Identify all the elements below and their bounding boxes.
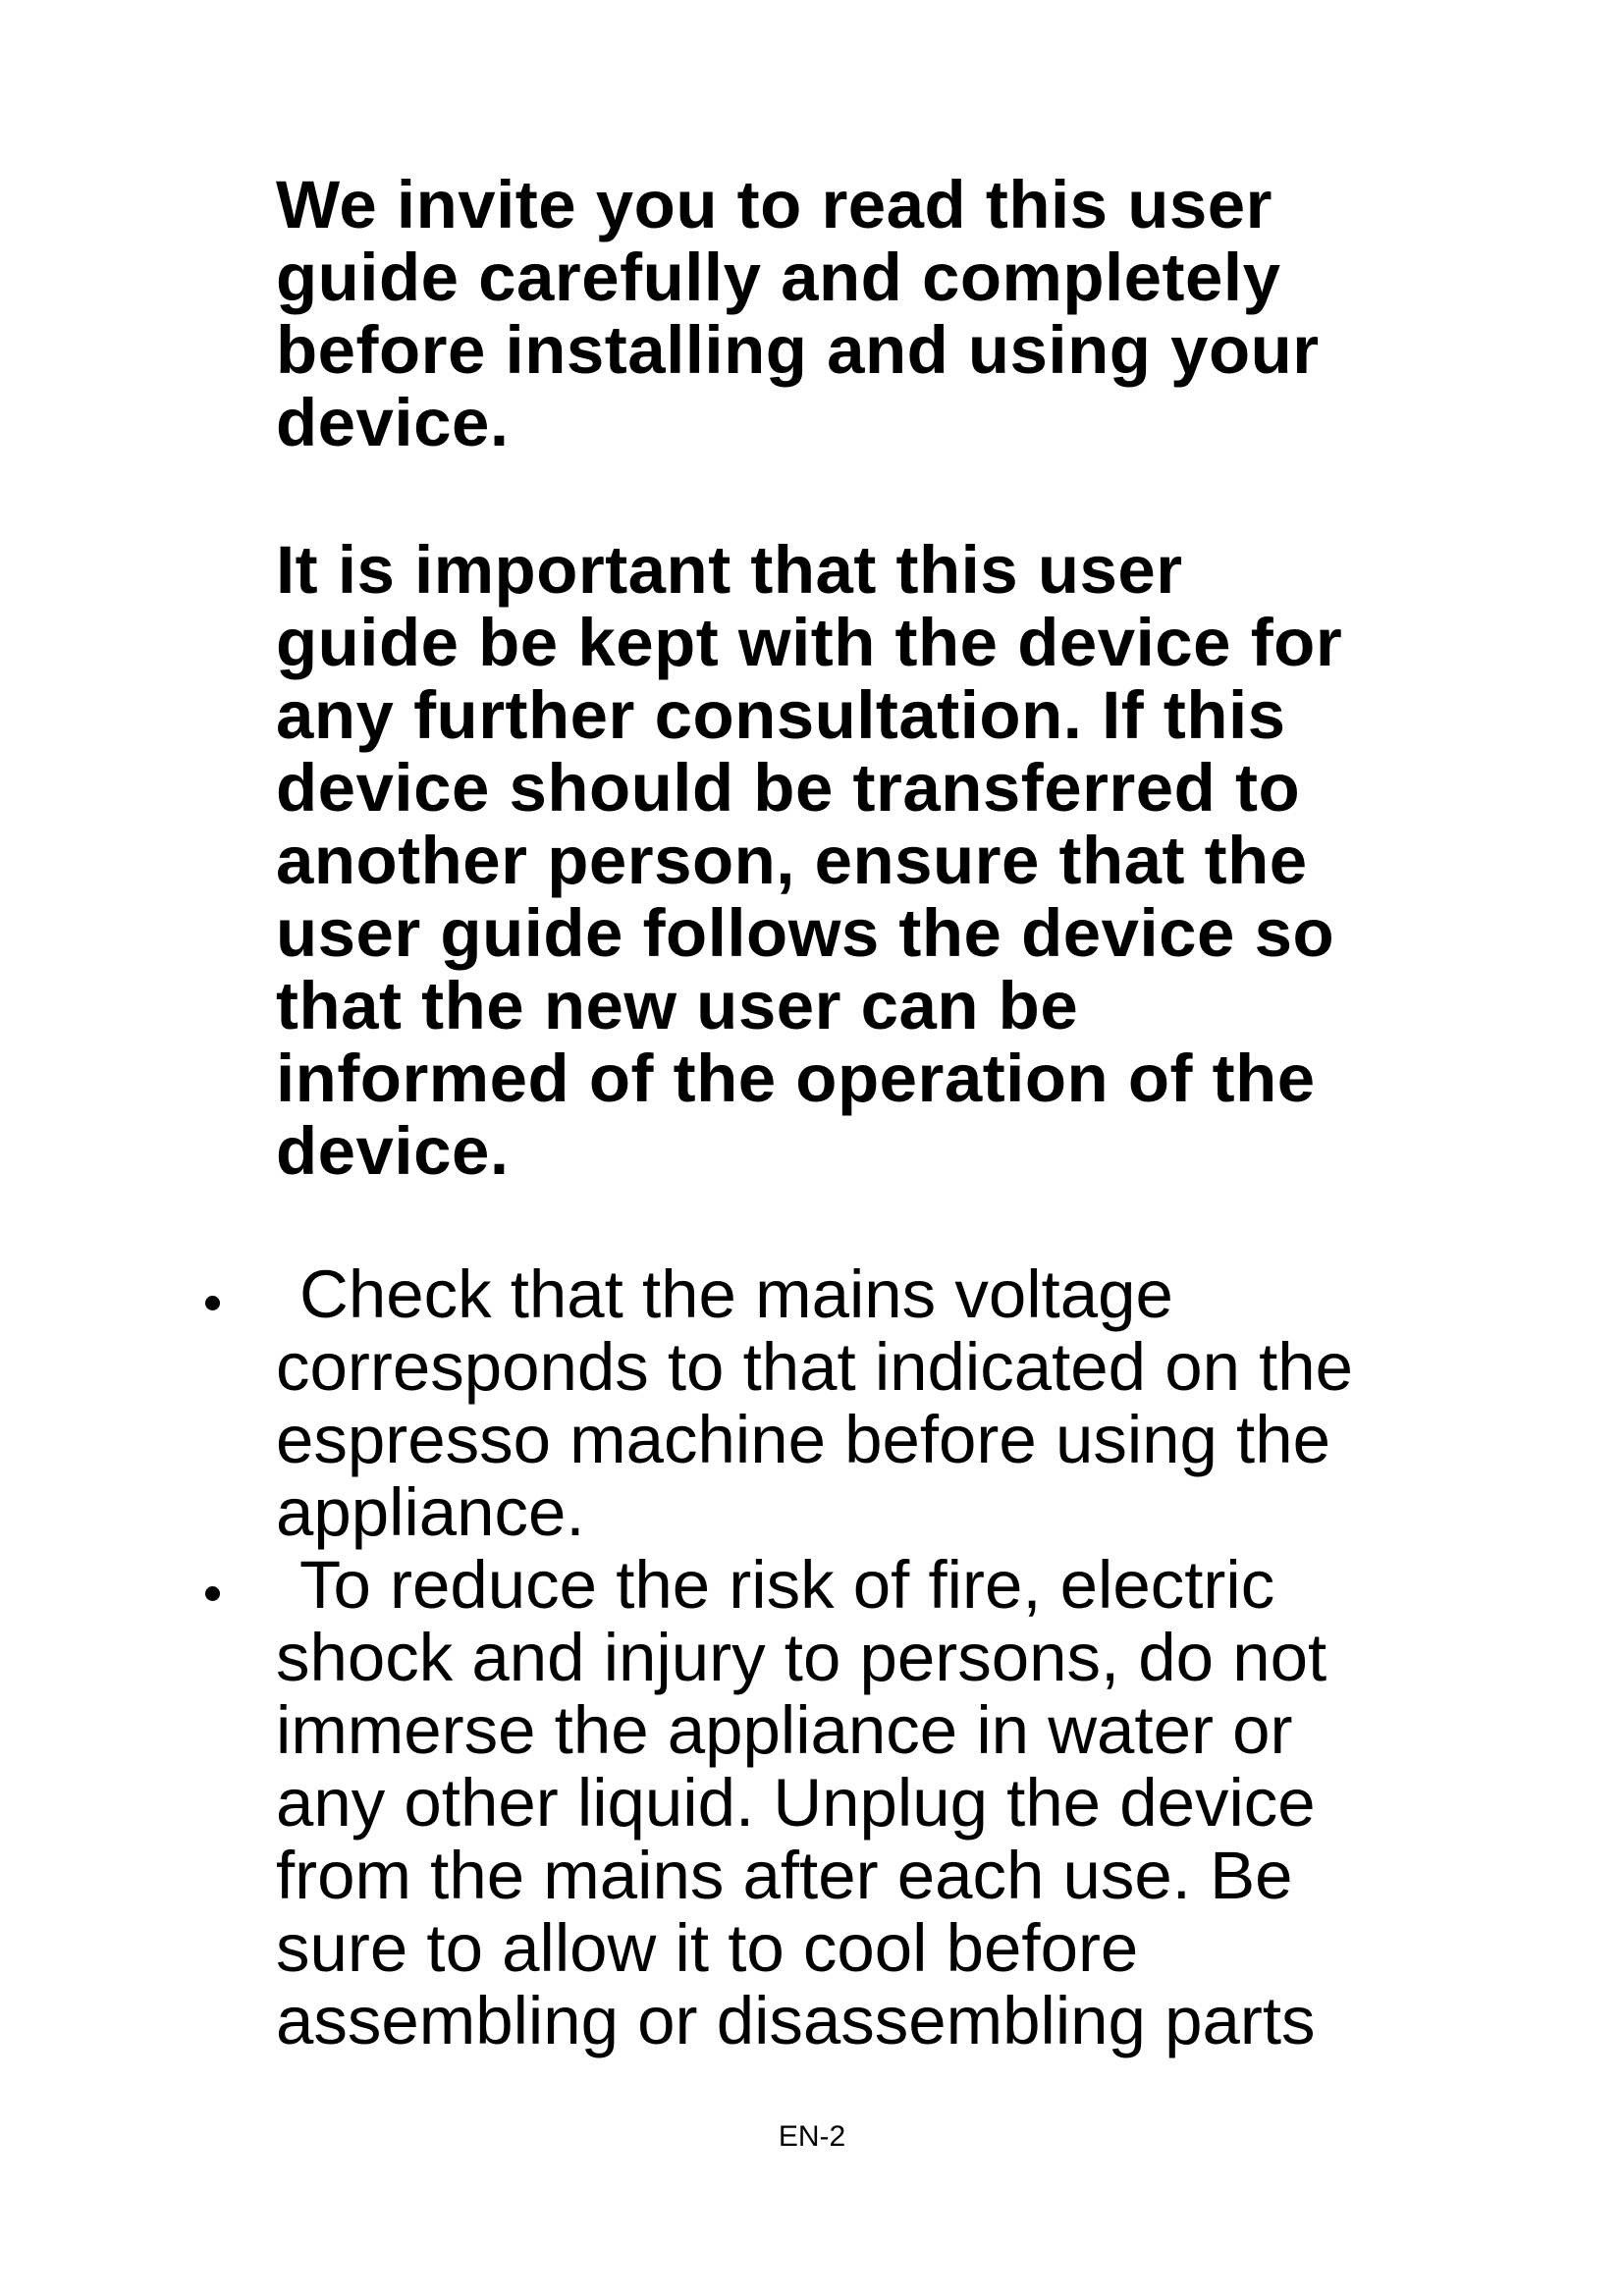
bullet-line: appliance. xyxy=(276,1474,585,1550)
paragraph-line: device should be transferred to xyxy=(276,750,1301,826)
bullet-item-mains-voltage xyxy=(0,1258,1624,1549)
bullet-text xyxy=(276,1258,1624,1549)
paragraph-line: another person, ensure that the xyxy=(276,823,1308,898)
bullet-line: corresponds to that indicated on the xyxy=(276,1329,1354,1405)
bullet-line: shock and injury to persons, do not xyxy=(276,1620,1327,1695)
bullet-line: any other liquid. Unplug the device xyxy=(276,1765,1316,1841)
paragraph-line: any further consultation. If this xyxy=(276,677,1286,753)
bullet-line: assembling or disassembling parts xyxy=(276,1983,1316,2058)
bullet-text xyxy=(276,1549,1624,2057)
bullet-item-fire-risk xyxy=(0,1549,1624,2057)
paragraph-line: before installing and using your xyxy=(276,312,1320,388)
page-number: EN-2 xyxy=(778,2120,846,2153)
bullet-line: from the mains after each use. Be xyxy=(276,1838,1293,1913)
bullet-dot-icon xyxy=(205,1296,220,1310)
intro-paragraph-keep-guide xyxy=(276,534,1454,1188)
bullet-line: espresso machine before using the xyxy=(276,1402,1330,1477)
bullet-line: Check that the mains voltage xyxy=(299,1256,1173,1332)
bullet-line: immerse the appliance in water or xyxy=(276,1692,1293,1768)
paragraph-line: guide be kept with the device for xyxy=(276,605,1343,680)
paragraph-line: It is important that this user xyxy=(276,532,1183,608)
bullet-line: sure to allow it to cool before xyxy=(276,1910,1139,1986)
paragraph-line: We invite you to read this user xyxy=(276,167,1272,242)
bullet-dot-icon xyxy=(205,1586,220,1601)
paragraph-line: device. xyxy=(276,1113,510,1189)
paragraph-line: informed of the operation of the xyxy=(276,1041,1316,1116)
paragraph-line: user guide follows the device so xyxy=(276,895,1335,971)
paragraph-line: that the new user can be xyxy=(276,968,1079,1043)
paragraph-line: device. xyxy=(276,385,510,460)
safety-bullet-list xyxy=(0,1258,1624,2057)
bullet-line: To reduce the risk of fire, electric xyxy=(299,1547,1275,1623)
intro-paragraph-read-guide xyxy=(276,169,1454,459)
paragraph-line: guide carefully and completely xyxy=(276,240,1281,315)
